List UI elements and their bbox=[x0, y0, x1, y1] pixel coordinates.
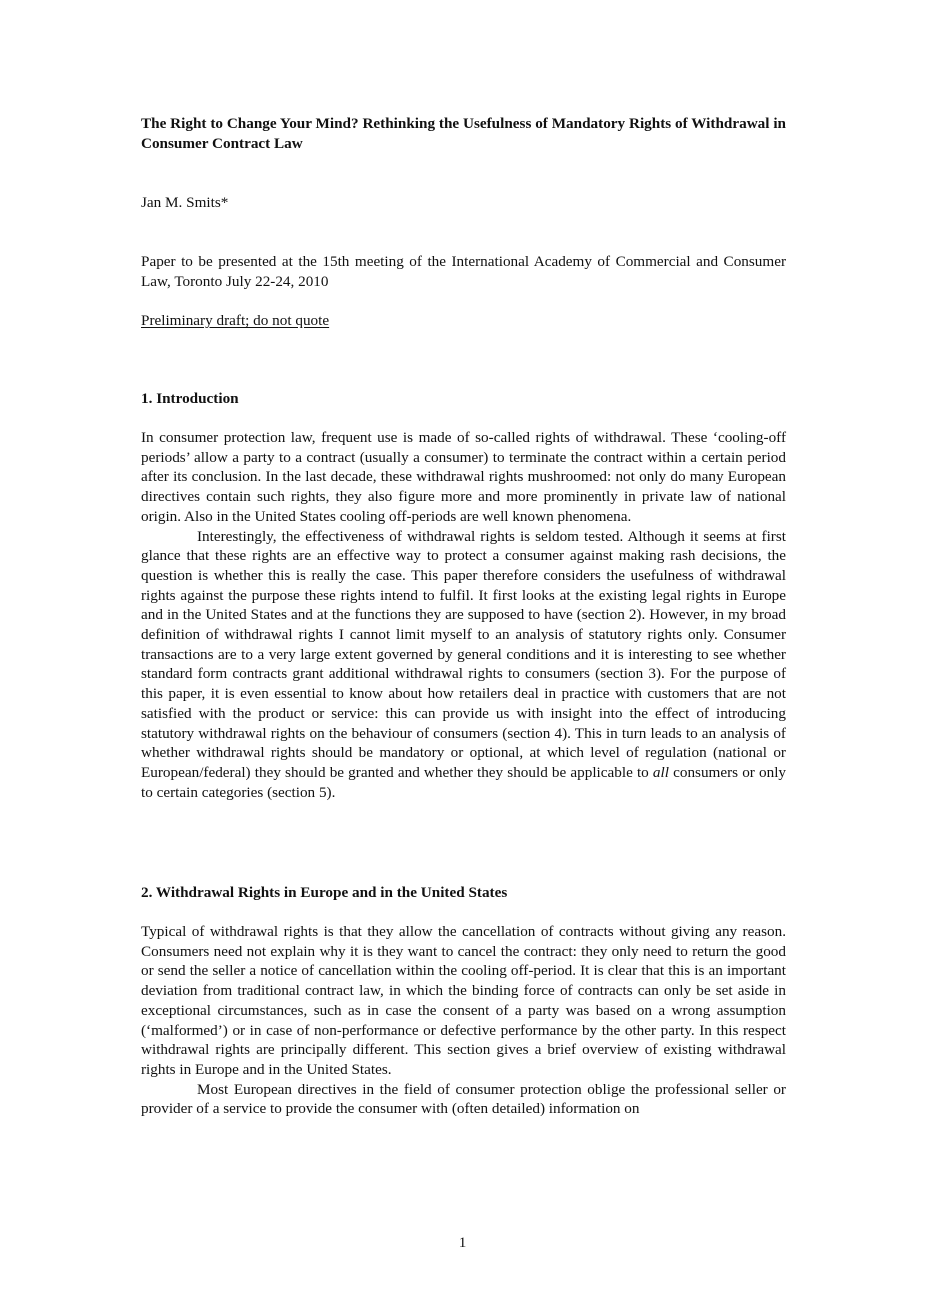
section-heading-withdrawal-rights: 2. Withdrawal Rights in Europe and in the United States bbox=[141, 884, 508, 901]
paragraph: In consumer protection law, frequent use is made of so-called rights of withdrawal. These ‘cooling-off periods’ allow a party to a contract (usually a consumer) to terminate the contract within a certain period after its conclusion. In the last decade, these withdrawal rights mushroomed: not only do many European directives contain such rights, they also figure more and more prominently in private law of national origin. Also in the United States cooling off-periods are well known phenomena. bbox=[141, 429, 786, 525]
author-name: Jan M. Smits* bbox=[141, 194, 229, 211]
paper-title: The Right to Change Your Mind? Rethinking the Usefulness of Mandatory Rights of Withdrawal in Consumer Contract Law bbox=[141, 115, 786, 152]
paragraph: Typical of withdrawal rights is that they allow the cancellation of contracts without giving any reason. Consumers need not explain why it is they want to cancel the contract: they only need to return the good or send the seller a notice of cancellation within the cooling off-period. It is clear that this is an important deviation from traditional contract law, in which the binding force of contracts can only be set aside in exceptional circumstances, such as in case the consent of a party was based on a wrong assumption (‘malformed’) or in case of non-performance or defective performance by the other party. In this respect withdrawal rights are principally different. This section gives a brief overview of existing withdrawal rights in Europe and in the United States. bbox=[141, 923, 786, 1078]
paragraph-text: Interestingly, the effectiveness of withdrawal rights is seldom tested. Although it seems at first glance that these rights are an effective way to protect a consumer against making rash decisions, the question is whether this is really the case. This paper therefore considers the usefulness of withdrawal rights against the purpose these rights intend to fulfil. It first looks at the existing legal rights in Europe and in the United States and at the functions they are supposed to have (section 2). However, in my broad definition of withdrawal rights I cannot limit myself to an analysis of statutory rights only. Consumer transactions are to a very large extent governed by general conditions and it is interesting to see whether standard form contracts grant additional withdrawal rights to consumers (section 3). For the purpose of this paper, it is even essential to know about how retailers deal in practice with customers that are not satisfied with the product or service: this can provide us with insight into the effect of introducing statutory withdrawal rights on the behaviour of consumers (section 4). This in turn leads to an analysis of whether withdrawal rights should be mandatory or optional, at which level of regulation (national or European/federal) they should be granted and whether they should be applicable to bbox=[141, 527, 786, 781]
page-number: 1 bbox=[458, 1234, 467, 1251]
paragraph: Most European directives in the field of consumer protection oblige the professional seller or provider of a service to provide the consumer with (often detailed) information on bbox=[141, 1080, 786, 1118]
section-body-withdrawal-rights bbox=[141, 922, 786, 1119]
section-body-introduction bbox=[141, 428, 786, 802]
emphasis-text: all bbox=[652, 763, 669, 781]
draft-notice: Preliminary draft; do not quote bbox=[141, 312, 330, 329]
paragraph-text: consumers or only to certain categories (section 5). bbox=[141, 763, 787, 801]
section-heading-introduction: 1. Introduction bbox=[141, 390, 239, 407]
presentation-note: Paper to be presented at the 15th meeting of the International Academy of Commercial and Consumer Law, Toronto July 22-24, 2010 bbox=[141, 253, 786, 290]
paragraph bbox=[141, 527, 786, 803]
